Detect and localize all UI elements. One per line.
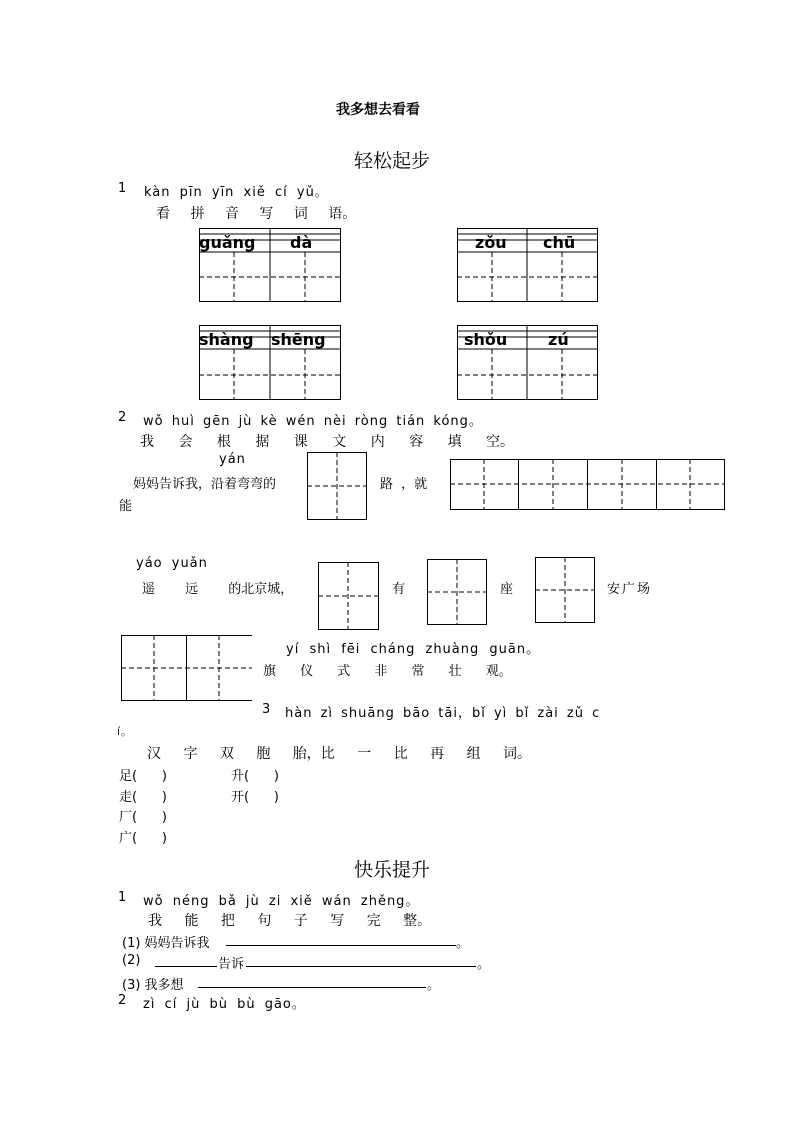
tianzige-grid [199, 228, 341, 302]
word-pair-left[interactable]: 厂( ) [119, 810, 167, 825]
page-title: 我多想去看看 [336, 102, 420, 118]
q4-pinyin: wǒ néng bǎ jù zi xiě wán zhěng。 [143, 894, 420, 909]
word-pair-right[interactable]: 开( ) [231, 790, 279, 805]
section-title-1: 轻松起步 [354, 150, 431, 172]
q5-pinyin: zì cí jù bù bù gāo。 [143, 997, 306, 1012]
answer-box[interactable] [318, 562, 379, 630]
word-pair-left[interactable]: 足( ) [119, 769, 167, 784]
word-pair-right[interactable]: 升( ) [231, 769, 279, 784]
fill-text: 旗 仪 式 非 常 壮 观。 [263, 664, 512, 679]
answer-box[interactable] [307, 452, 367, 520]
sentence-prefix: (3) 我多想 [122, 978, 184, 993]
fill-text: 有 [392, 582, 406, 597]
q4-number: 1 [118, 890, 128, 905]
word-pair-left[interactable]: 走( ) [119, 790, 167, 805]
sentence-blank[interactable] [198, 987, 426, 988]
sentence-suffix: 。 [427, 978, 441, 993]
fill-text: 能 [119, 499, 133, 514]
tianzige-grid [199, 325, 341, 400]
fill-text: 安广场 [607, 582, 653, 597]
q3-number: 3 [262, 702, 272, 717]
q3-pinyin: hàn zì shuāng bāo tāi，bǐ yì bǐ zài zǔ c [285, 706, 601, 721]
q3-instruction: 汉 字 双 胞 胎，比 一 比 再 组 词。 [147, 746, 532, 762]
pinyin-hint: yáo yuǎn [136, 556, 208, 571]
sentence-suffix: 。 [456, 936, 470, 951]
sentence-blank[interactable] [155, 966, 217, 967]
q1-number: 1 [118, 181, 128, 196]
sentence-prefix: (2) [122, 953, 145, 968]
q3-pinyin-cont: í。 [117, 725, 134, 738]
answer-box[interactable] [427, 559, 487, 625]
answer-box-row[interactable] [450, 459, 725, 510]
pinyin-label: shàng [199, 330, 254, 349]
q2-instruction: 我 会 根 据 课 文 内 容 填 空。 [140, 434, 515, 450]
pinyin-label: zǒu [475, 233, 507, 252]
pinyin-hint: yí shì fēi cháng zhuàng guān。 [286, 642, 541, 657]
fill-text: 遥 远 的北京城， [142, 582, 294, 597]
tianzige-grid [457, 228, 598, 302]
fill-text: 妈妈告诉我，沿着弯弯的 [133, 477, 277, 492]
pinyin-label: zú [548, 330, 569, 349]
q2-pinyin: wǒ huì gēn jù kè wén nèi ròng tián kóng。 [143, 414, 483, 429]
q2-number: 2 [118, 410, 128, 425]
sentence-suffix: 。 [477, 957, 491, 972]
pinyin-hint: yán [219, 452, 246, 467]
sentence-prefix: (1) 妈妈告诉我 [122, 936, 210, 951]
sentence-blank[interactable] [226, 945, 456, 946]
answer-box[interactable] [535, 557, 595, 623]
q1-pinyin: kàn pīn yīn xiě cí yǔ。 [144, 185, 329, 200]
sentence-mid: 告诉 [218, 957, 245, 972]
answer-box-row[interactable] [121, 635, 252, 701]
pinyin-label: guǎng [199, 233, 256, 252]
sentence-blank[interactable] [246, 966, 476, 967]
pinyin-label: shēng [271, 330, 326, 349]
q5-number: 2 [118, 993, 128, 1008]
fill-text: 座 [500, 582, 514, 597]
tianzige-grid [457, 325, 598, 400]
q4-instruction: 我 能 把 句 子 写 完 整。 [148, 913, 432, 929]
section-title-2: 快乐提升 [354, 859, 431, 881]
word-pair-left[interactable]: 广( ) [119, 831, 167, 846]
fill-text: 路 ，就 [380, 477, 428, 492]
pinyin-label: shǒu [464, 330, 508, 349]
pinyin-label: chū [543, 233, 576, 252]
pinyin-label: dà [290, 233, 313, 252]
q1-instruction: 看 拼 音 写 词 语。 [156, 206, 357, 222]
